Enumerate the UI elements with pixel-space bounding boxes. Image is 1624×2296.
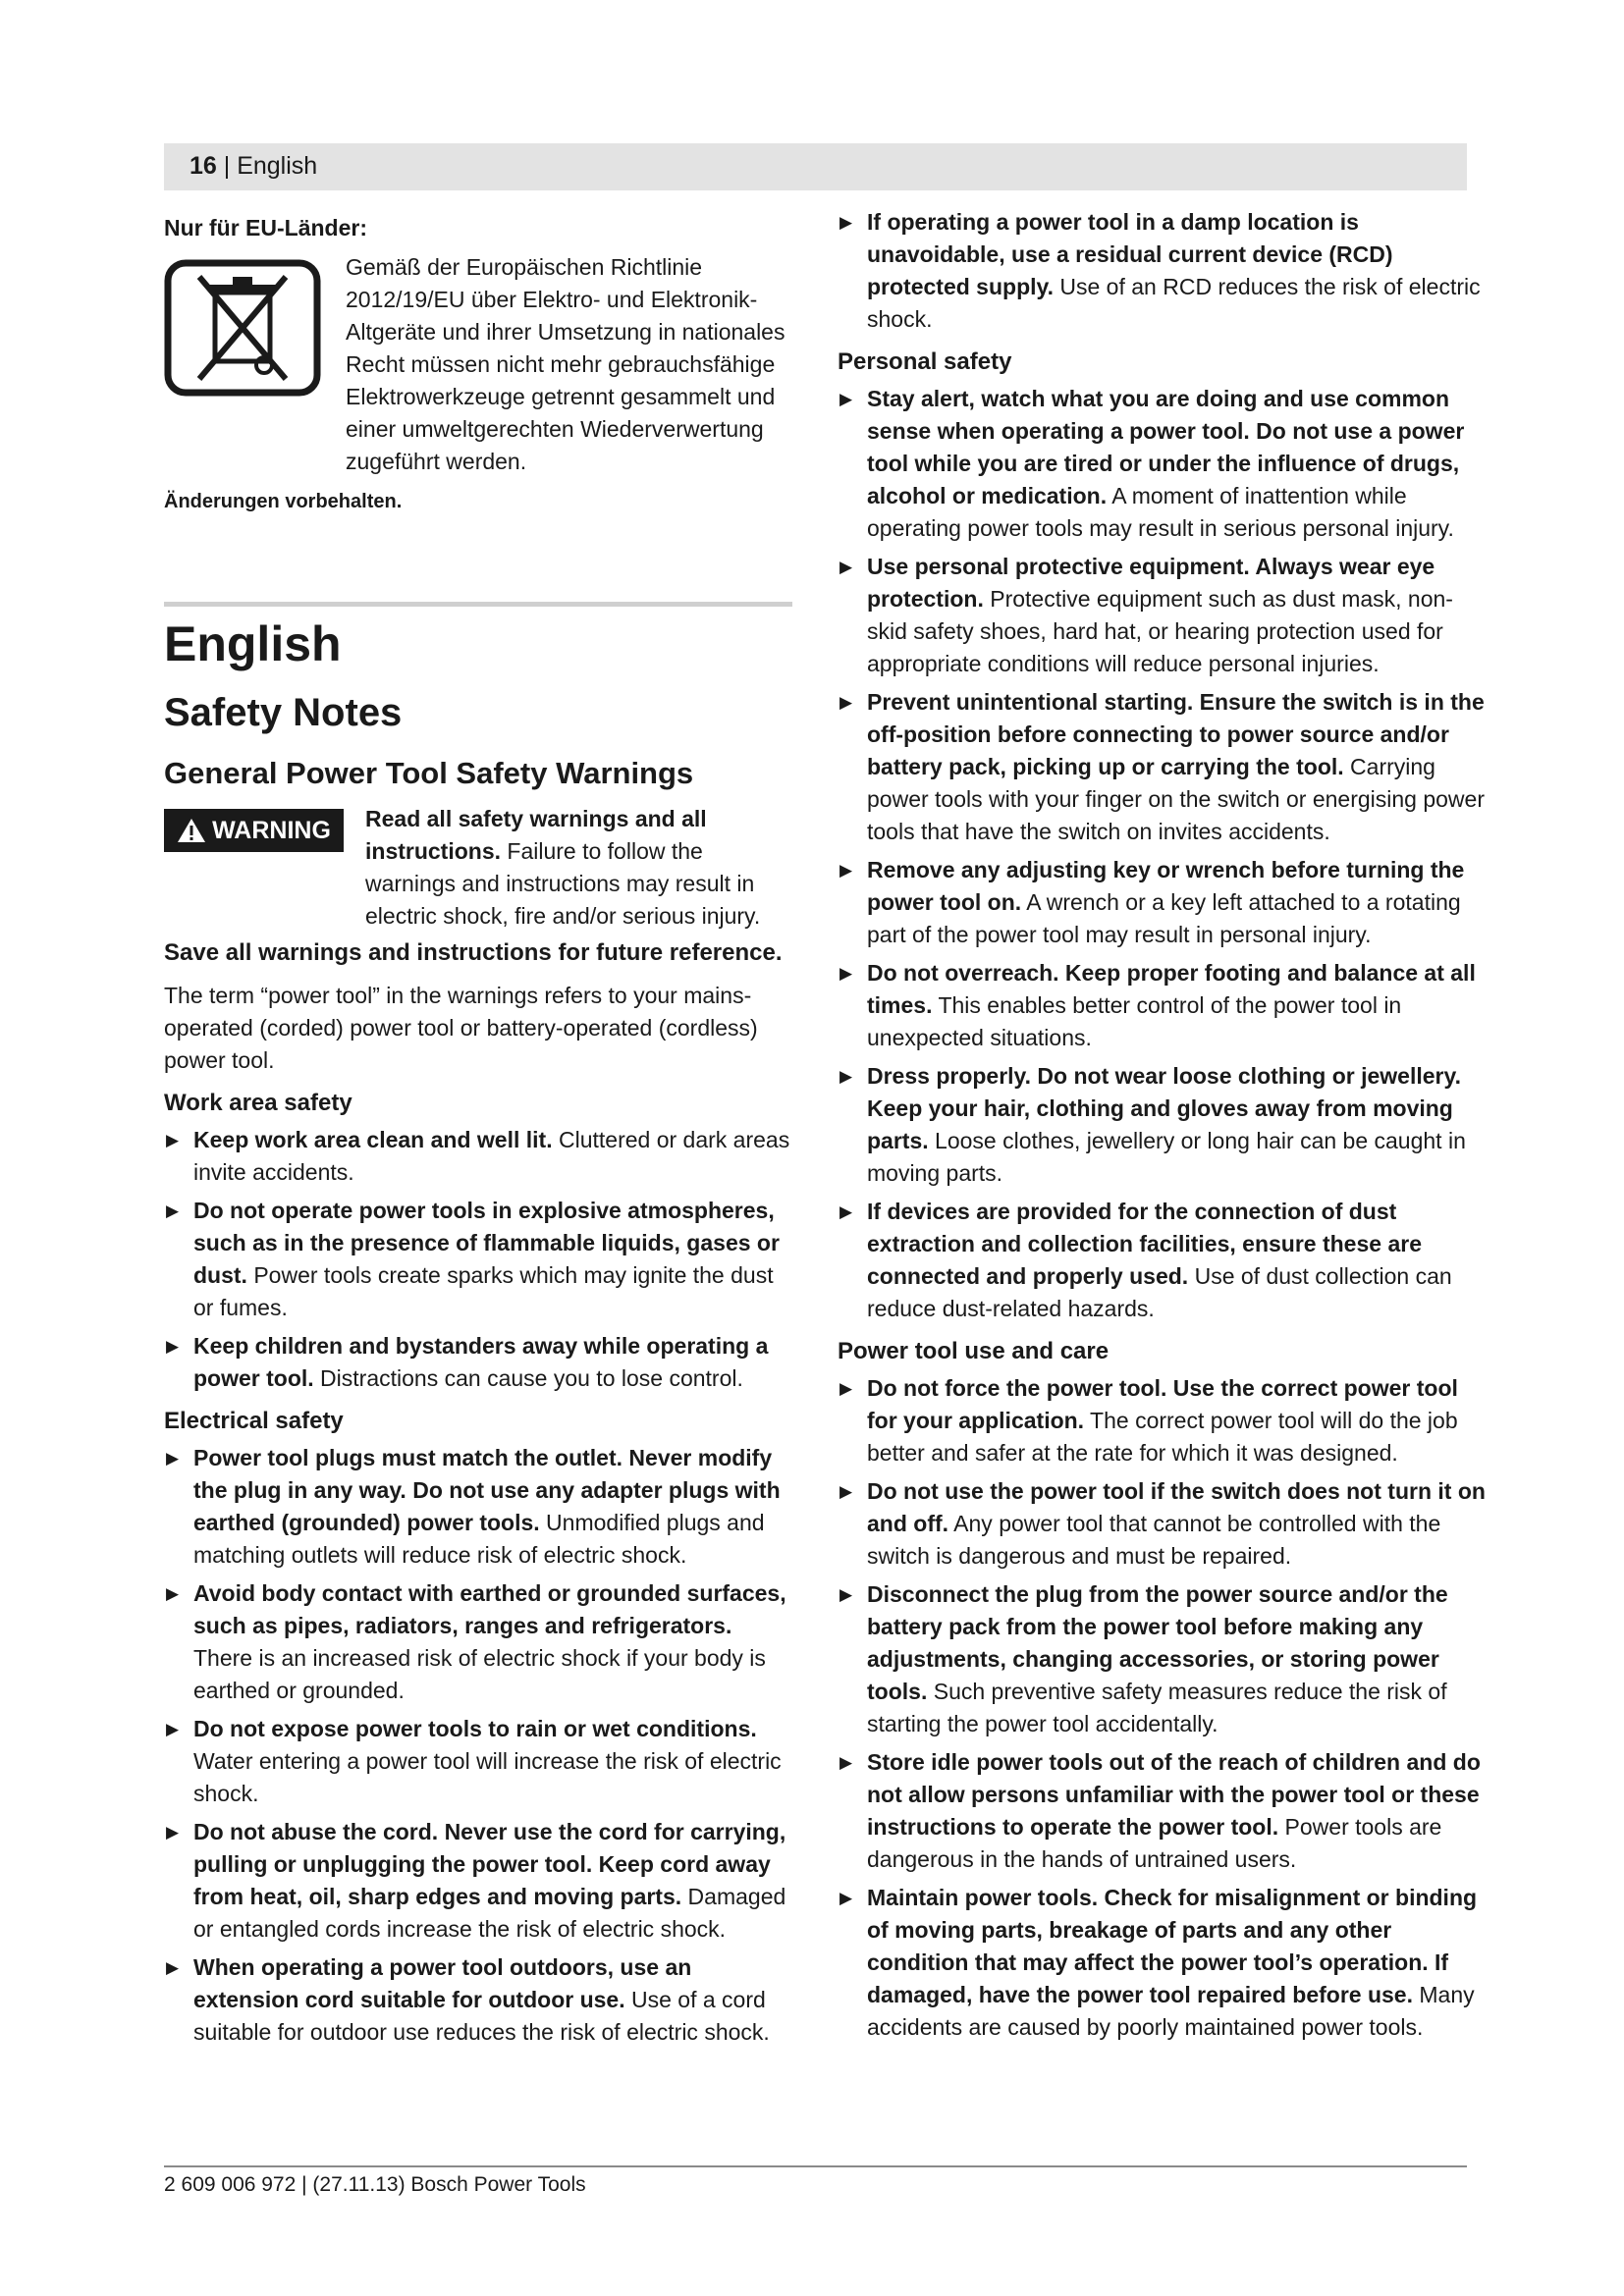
use-care-item xyxy=(838,1882,1486,2044)
item-bold: Do not expose power tools to rain or wet conditions. xyxy=(193,1716,757,1741)
footer-divider xyxy=(164,2165,1467,2167)
item-bold: Store idle power tools out of the reach of children and do not allow persons unfamiliar with the power tool or these instructions to operate the power tool. xyxy=(867,1749,1481,1840)
page-number: 16 xyxy=(189,152,217,180)
item-bold: Keep work area clean and well lit. xyxy=(193,1127,553,1152)
electrical-item xyxy=(164,1951,792,2049)
item-bold: Dress properly. Do not wear loose clothing or jewellery. Keep your hair, clothing and gloves away from moving parts. xyxy=(867,1063,1461,1153)
general-warnings-heading: General Power Tool Safety Warnings xyxy=(164,756,694,790)
work-area-heading: Work area safety xyxy=(164,1090,352,1116)
item-bold: Do not use the power tool if the switch does not turn it on and off. xyxy=(867,1478,1486,1536)
item-bold: Use personal protective equipment. Always wear eye protection. xyxy=(867,554,1435,612)
electrical-item xyxy=(838,206,1486,336)
item-bold: Prevent unintentional starting. Ensure the switch is in the off-position before connecting to power source and/or battery pack, picking up or carrying the tool. xyxy=(867,689,1485,779)
eu-directive-text: Gemäß der Europäischen Richtlinie 2012/19/EU über Elektro- und Elektronik-Altgeräte und ihrer Umsetzung in nationales Recht müssen nicht mehr gebrauchsfähige Elektrowerkzeuge getrennt gesammelt und einer umweltgerechten Wiederverwertung zugeführt werden. xyxy=(346,254,785,474)
crossed-out-wheelie-bin-icon xyxy=(164,259,321,397)
warning-triangle-icon xyxy=(177,818,206,843)
item-text: A moment of inattention while operating power tools may result in serious personal injury. xyxy=(867,483,1454,541)
language-heading: English xyxy=(164,616,342,671)
item-bold: If devices are provided for the connection of dust extraction and collection facilities, ensure these are connected and properly used. xyxy=(867,1199,1422,1289)
warning-bold: Read all safety warnings and all instructions. xyxy=(365,806,707,864)
warning-text xyxy=(365,803,792,933)
eu-disposal-block xyxy=(164,212,792,477)
header-language: English xyxy=(237,152,318,180)
section-divider xyxy=(164,602,792,607)
item-bold: Avoid body contact with earthed or grounded surfaces, such as pipes, radiators, ranges and refrigerators. xyxy=(193,1580,786,1638)
safety-notes-heading: Safety Notes xyxy=(164,691,403,734)
item-bold: If operating a power tool in a damp location is unavoidable, use a residual current device (RCD) protected supply. xyxy=(867,209,1393,299)
use-care-item xyxy=(838,1578,1486,1740)
work-area-item xyxy=(164,1195,792,1324)
personal-item xyxy=(838,854,1486,951)
electrical-item xyxy=(164,1713,792,1810)
electrical-item xyxy=(164,1442,792,1572)
item-text: Carrying power tools with your finger on the switch or energising power tools that have the switch on invites accidents. xyxy=(867,754,1485,844)
use-care-item xyxy=(838,1372,1486,1469)
item-bold: Power tool plugs must match the outlet. Never modify the plug in any way. Do not use any adapter plugs with earthed (grounded) power tools. xyxy=(193,1445,781,1535)
item-text: Any power tool that cannot be controlled with the switch is dangerous and must be repaired. xyxy=(867,1511,1441,1569)
use-care-heading: Power tool use and care xyxy=(838,1338,1110,1364)
warning-rest: Failure to follow the warnings and instructions may result in electric shock, fire and/or serious injury. xyxy=(365,838,761,929)
item-text: Water entering a power tool will increase the risk of electric shock. xyxy=(193,1748,782,1806)
item-text: Power tools create sparks which may ignite the dust or fumes. xyxy=(193,1262,774,1320)
save-instructions-note: Save all warnings and instructions for future reference. xyxy=(164,939,783,966)
item-bold: Do not abuse the cord. Never use the cord for carrying, pulling or unplugging the power tool. Keep cord away from heat, oil, sharp edges and moving parts. xyxy=(193,1819,786,1909)
personal-item xyxy=(838,686,1486,848)
item-text: Power tools are dangerous in the hands of untrained users. xyxy=(867,1814,1442,1872)
personal-item xyxy=(838,383,1486,545)
item-bold: Disconnect the plug from the power source and/or the battery pack from the power tool before making any adjustments, changing accessories, or storing power tools. xyxy=(867,1581,1448,1704)
work-area-item xyxy=(164,1330,792,1395)
item-bold: Do not overreach. Keep proper footing and balance at all times. xyxy=(867,960,1476,1018)
item-text: Protective equipment such as dust mask, non-skid safety shoes, hard hat, or hearing protection used for appropriate conditions will reduce personal injuries. xyxy=(867,586,1453,676)
warning-badge xyxy=(164,809,344,852)
item-bold: Do not operate power tools in explosive atmospheres, such as in the presence of flammable liquids, gases or dust. xyxy=(193,1198,780,1288)
personal-item xyxy=(838,551,1486,680)
header-separator: | xyxy=(216,152,238,180)
item-bold: Maintain power tools. Check for misalignment or binding of moving parts, breakage of parts and any other condition that may affect the power tool’s operation. If damaged, have the power tool repaired before use. xyxy=(867,1885,1478,2007)
eu-title: Nur für EU-Länder: xyxy=(164,215,367,240)
item-bold: Stay alert, watch what you are doing and use common sense when operating a power tool. Do not use a power tool while you are tired or under the influence of drugs, alcohol or medication. xyxy=(867,386,1465,508)
electrical-item xyxy=(164,1816,792,1946)
right-column xyxy=(838,206,1486,2050)
electrical-safety-heading: Electrical safety xyxy=(164,1408,344,1434)
item-text: Use of dust collection can reduce dust-related hazards. xyxy=(867,1263,1452,1321)
item-bold: When operating a power tool outdoors, use an extension cord suitable for outdoor use. xyxy=(193,1954,692,2012)
item-text: A wrench or a key left attached to a rotating part of the power tool may result in personal injury. xyxy=(867,889,1461,947)
warning-badge-label: WARNING xyxy=(212,816,331,844)
work-area-item xyxy=(164,1124,792,1189)
item-text: Use of a cord suitable for outdoor use reduces the risk of electric shock. xyxy=(193,1987,770,2045)
page-header xyxy=(164,143,1467,190)
warning-row xyxy=(164,803,792,933)
item-bold: Do not force the power tool. Use the correct power tool for your application. xyxy=(867,1375,1458,1433)
item-text: Use of an RCD reduces the risk of electric shock. xyxy=(867,274,1481,332)
item-text: Distractions can cause you to lose control. xyxy=(313,1365,743,1391)
item-text: There is an increased risk of electric shock if your body is earthed or grounded. xyxy=(193,1645,766,1703)
power-tool-term-note: The term “power tool” in the warnings refers to your mains-operated (corded) power tool or battery-operated (cordless) power tool. xyxy=(164,983,758,1073)
left-column xyxy=(164,206,792,2055)
use-care-item xyxy=(838,1746,1486,1876)
item-bold: Keep children and bystanders away while operating a power tool. xyxy=(193,1333,769,1391)
item-text: Damaged or entangled cords increase the risk of electric shock. xyxy=(193,1884,786,1942)
item-bold: Remove any adjusting key or wrench before turning the power tool on. xyxy=(867,857,1465,915)
personal-item xyxy=(838,957,1486,1054)
page-label xyxy=(189,152,317,181)
item-text: This enables better control of the power tool in unexpected situations. xyxy=(867,992,1402,1050)
item-text: Cluttered or dark areas invite accidents. xyxy=(193,1127,790,1185)
footer-text: 2 609 006 972 | (27.11.13) Bosch Power Tools xyxy=(164,2173,586,2196)
personal-item xyxy=(838,1060,1486,1190)
changes-reserved: Änderungen vorbehalten. xyxy=(164,491,403,512)
personal-item xyxy=(838,1196,1486,1325)
electrical-item xyxy=(164,1577,792,1707)
item-text: The correct power tool will do the job better and safer at the rate for which it was designed. xyxy=(867,1408,1458,1466)
item-text: Many accidents are caused by poorly maintained power tools. xyxy=(867,1982,1475,2040)
use-care-item xyxy=(838,1475,1486,1573)
item-text: Loose clothes, jewellery or long hair can be caught in moving parts. xyxy=(867,1128,1466,1186)
item-text: Such preventive safety measures reduce the risk of starting the power tool accidentally. xyxy=(867,1679,1447,1736)
personal-safety-heading: Personal safety xyxy=(838,348,1012,375)
item-text: Unmodified plugs and matching outlets will reduce risk of electric shock. xyxy=(193,1510,765,1568)
